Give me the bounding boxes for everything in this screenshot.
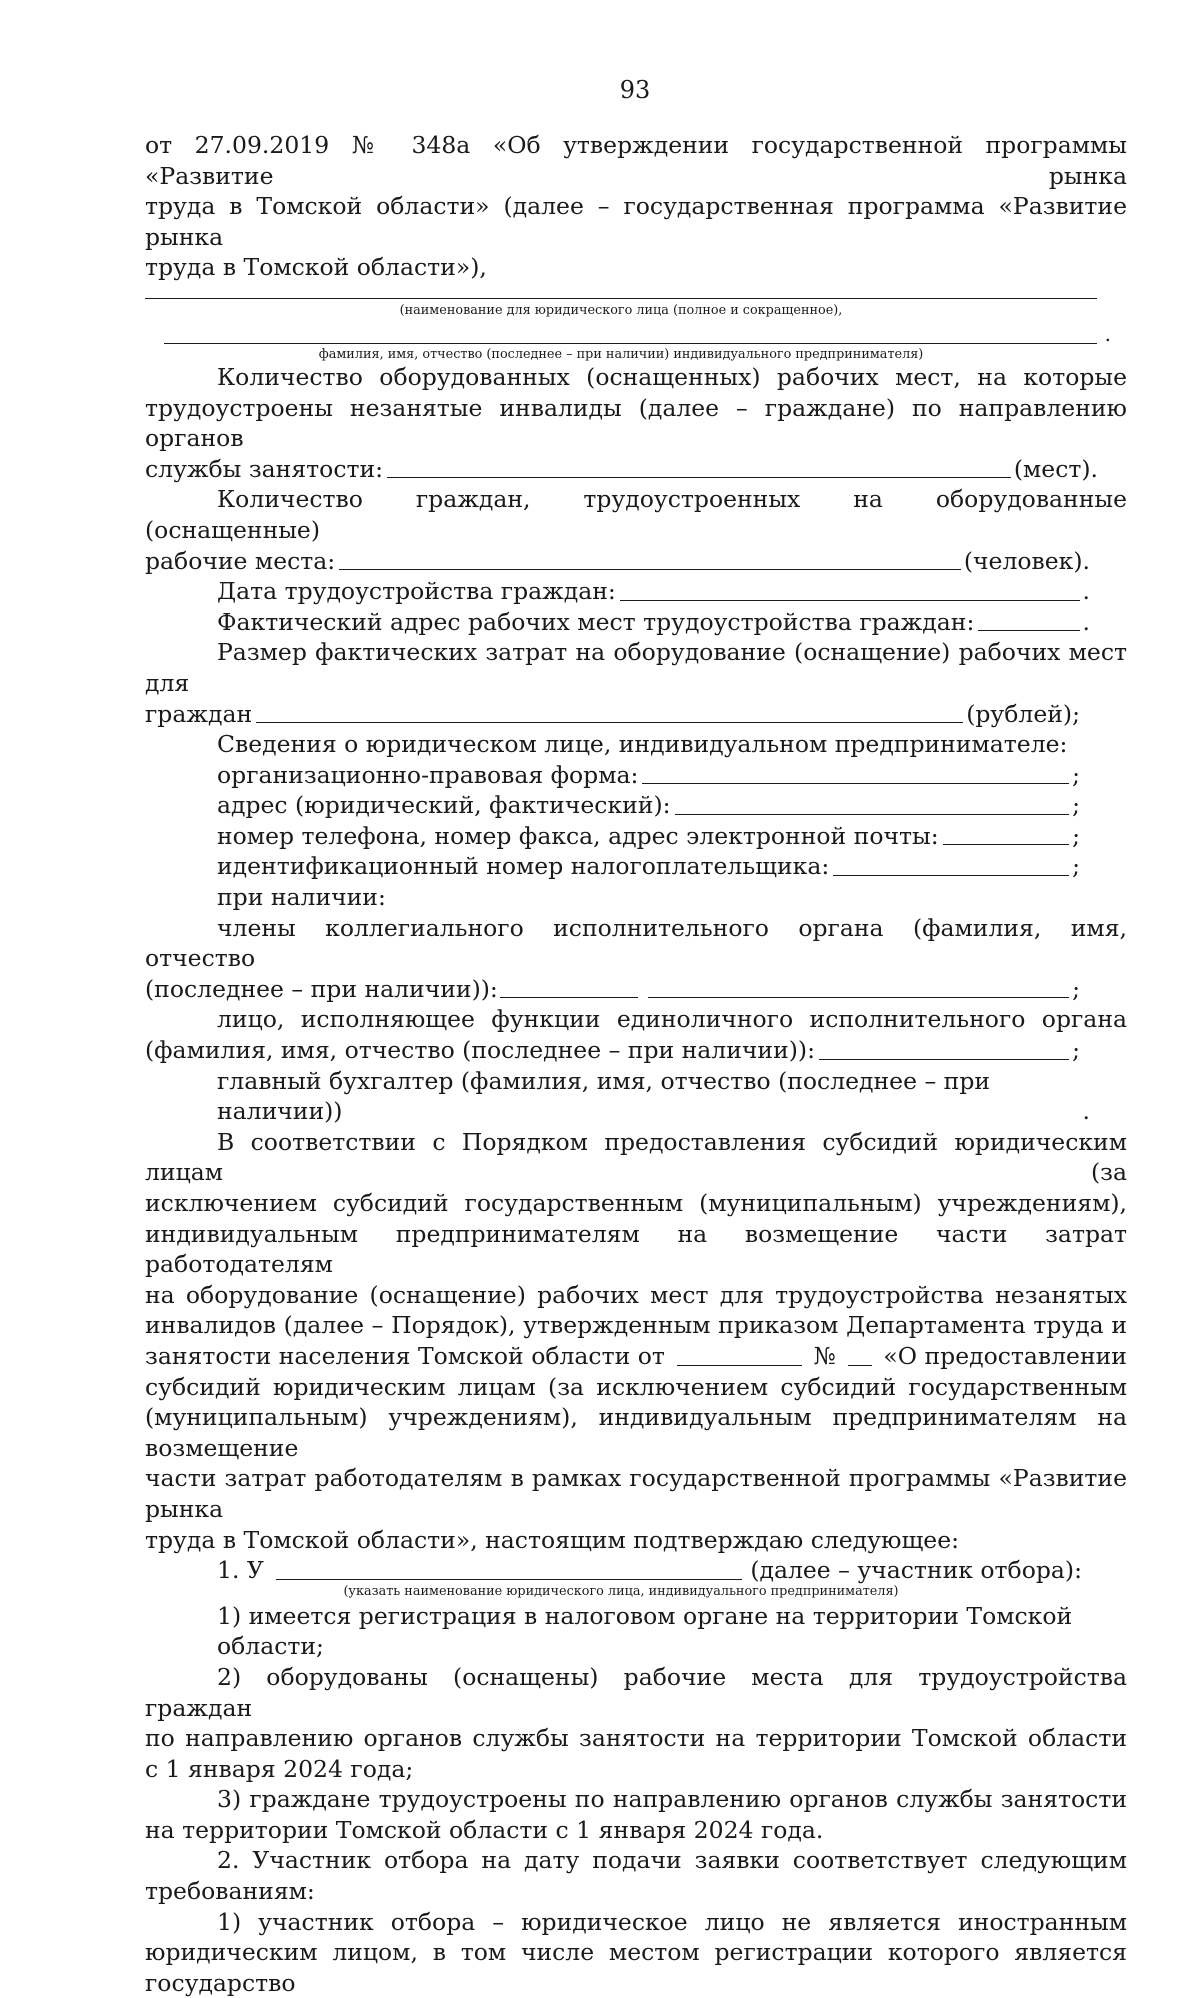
legal-form-field[interactable] bbox=[642, 762, 1069, 784]
order-line: на оборудование (оснащение) рабочих мест для трудоустройства незанятых bbox=[145, 1280, 1127, 1309]
intro-line: от 27.09.2019 № 348а «Об утверждении государственной программы «Развитие рынка bbox=[145, 131, 1127, 190]
jobs-count-line: Количество оборудованных (оснащенных) рабочих мест, на которые bbox=[217, 362, 1127, 391]
jobs-count-row bbox=[145, 454, 1098, 485]
executive-line: лицо, исполняющее функции единоличного исполнительного органа bbox=[217, 1005, 1127, 1034]
inn-row bbox=[145, 851, 1080, 882]
order-date-field[interactable] bbox=[677, 1344, 802, 1366]
board-label: (последнее – при наличии)): bbox=[145, 974, 498, 1003]
jobs-count-field[interactable] bbox=[387, 456, 1011, 478]
work-address-label: Фактический адрес рабочих мест трудоустройства граждан: bbox=[217, 607, 975, 636]
sub-item-3-line: на территории Томской области с 1 января 2024 года. bbox=[145, 1815, 824, 1844]
sub-item-3-line: 3) граждане трудоустроены по направлению органов службы занятости bbox=[217, 1785, 1127, 1814]
sub-item-2-line: по направлению органов службы занятости на территории Томской области bbox=[145, 1724, 1127, 1753]
item-2-line: требованиям: bbox=[145, 1877, 315, 1906]
requirement-1-line: 1) участник отбора – юридическое лицо не является иностранным bbox=[217, 1907, 1127, 1936]
accountant-row bbox=[145, 1066, 1090, 1127]
legal-entity-name-field[interactable] bbox=[145, 283, 1127, 298]
legal-form-label: организационно-правовая форма: bbox=[217, 760, 639, 789]
requirement-1-line: юридическим лицом, в том числе местом регистрации которого является государство bbox=[145, 1938, 1127, 1997]
order-line: В соответствии с Порядком предоставления субсидий юридическим лицам (за bbox=[145, 1127, 1127, 1187]
item-2-line: 2. Участник отбора на дату подачи заявки соответствует следующим bbox=[217, 1846, 1127, 1875]
legal-address-label: адрес (юридический, фактический): bbox=[217, 791, 671, 820]
executive-row bbox=[145, 1035, 1080, 1066]
costs-row bbox=[145, 699, 1080, 730]
costs-field[interactable] bbox=[256, 701, 963, 723]
costs-unit: (рублей); bbox=[966, 699, 1080, 728]
punctuation: ; bbox=[1072, 821, 1080, 850]
inn-field[interactable] bbox=[833, 854, 1069, 876]
order-date-row bbox=[145, 1341, 1127, 1372]
info-heading: Сведения о юридическом лице, индивидуальном предпринимателе: bbox=[217, 730, 1068, 759]
sub-item-2-line: с 1 января 2024 года; bbox=[145, 1754, 414, 1783]
board-field-short[interactable] bbox=[500, 976, 638, 998]
order-line: (муниципальным) учреждениям), индивидуальным предпринимателям на возмещение bbox=[145, 1403, 1127, 1462]
participant-caption: (указать наименование юридического лица, индивидуального предпринимателя) bbox=[343, 1583, 899, 1599]
intro-line: труда в Томской области» (далее – государственная программа «Развитие рынка bbox=[145, 192, 1127, 251]
punctuation: ; bbox=[1072, 852, 1080, 881]
punctuation: . bbox=[1082, 607, 1090, 636]
work-address-field[interactable] bbox=[978, 609, 1079, 631]
sub-item-1: 1) имеется регистрация в налоговом органе на территории Томской области; bbox=[217, 1601, 1073, 1661]
executive-label: (фамилия, имя, отчество (последнее – при наличии)): bbox=[145, 1036, 816, 1065]
legal-address-field[interactable] bbox=[675, 793, 1070, 815]
contacts-field[interactable] bbox=[943, 823, 1069, 845]
page-number: 93 bbox=[619, 76, 651, 104]
inn-label: идентификационный номер налогоплательщика: bbox=[217, 852, 830, 881]
order-line: части затрат работодателям в рамках государственной программы «Развитие рынка bbox=[145, 1464, 1127, 1523]
citizens-count-row bbox=[145, 546, 1090, 577]
jobs-count-unit: (мест). bbox=[1013, 454, 1098, 483]
punctuation: . bbox=[1082, 577, 1090, 606]
entrepreneur-name-field[interactable] bbox=[145, 318, 1111, 347]
jobs-count-line: трудоустроены незанятые инвалиды (далее – граждане) по направлению органов bbox=[145, 393, 1127, 453]
punctuation: . bbox=[1082, 1097, 1090, 1126]
employment-date-label: Дата трудоустройства граждан: bbox=[217, 577, 616, 606]
participant-row bbox=[145, 1555, 1082, 1586]
order-line: «О предоставлении bbox=[883, 1341, 1127, 1370]
order-line: исключением субсидий государственным (муниципальным) учреждениям), bbox=[145, 1189, 1127, 1217]
contacts-label: номер телефона, номер факса, адрес электронной почты: bbox=[217, 821, 939, 850]
jobs-count-label: службы занятости: bbox=[145, 454, 384, 483]
document-body bbox=[145, 130, 1127, 1998]
citizens-count-unit: (человек). bbox=[963, 546, 1090, 575]
employment-date-row bbox=[145, 576, 1090, 607]
order-line: индивидуальным предпринимателям на возмещение части затрат работодателям bbox=[145, 1219, 1127, 1279]
legal-entity-caption: (наименование для юридического лица (полное и сокращенное), bbox=[399, 302, 843, 318]
legal-form-row bbox=[145, 760, 1080, 791]
entrepreneur-field-dot: . bbox=[1104, 322, 1111, 347]
punctuation: ; bbox=[1072, 974, 1080, 1003]
sub-item-2-line: 2) оборудованы (оснащены) рабочие места для трудоустройства граждан bbox=[145, 1662, 1127, 1722]
board-line: члены коллегиального исполнительного органа (фамилия, имя, отчество bbox=[145, 913, 1127, 973]
order-line: труда в Томской области», настоящим подтверждаю следующее: bbox=[145, 1525, 960, 1554]
punctuation: ; bbox=[1072, 760, 1080, 789]
legal-address-row bbox=[145, 790, 1080, 821]
order-number-field[interactable] bbox=[848, 1344, 872, 1366]
participant-prefix: 1. У bbox=[217, 1556, 264, 1585]
number-sign: № bbox=[813, 1341, 836, 1370]
entrepreneur-name-line bbox=[164, 343, 1097, 344]
order-line: занятости населения Томской области от bbox=[145, 1341, 665, 1370]
if-available-label: при наличии: bbox=[217, 883, 386, 912]
board-field-long[interactable] bbox=[648, 976, 1069, 998]
employment-date-field[interactable] bbox=[620, 579, 1080, 601]
citizens-count-label: рабочие места: bbox=[145, 546, 336, 575]
work-address-row bbox=[145, 607, 1090, 638]
order-line: инвалидов (далее – Порядок), утвержденным приказом Департамента труда и bbox=[145, 1311, 1127, 1340]
order-line: субсидий юридическим лицам (за исключением субсидий государственным bbox=[145, 1372, 1127, 1401]
participant-name-field[interactable] bbox=[276, 1558, 742, 1580]
intro-line: труда в Томской области»), bbox=[145, 253, 487, 282]
citizens-count-field[interactable] bbox=[339, 548, 961, 570]
board-row bbox=[145, 974, 1080, 1005]
costs-line: Размер фактических затрат на оборудование (оснащение) рабочих мест для bbox=[145, 638, 1127, 697]
contacts-row bbox=[145, 821, 1080, 852]
costs-label: граждан bbox=[145, 699, 253, 728]
entrepreneur-caption: фамилия, имя, отчество (последнее – при наличии) индивидуального предпринимателя) bbox=[318, 346, 924, 362]
participant-suffix: (далее – участник отбора): bbox=[750, 1556, 1082, 1585]
legal-entity-name-line bbox=[145, 298, 1097, 299]
punctuation: ; bbox=[1072, 791, 1080, 820]
executive-field[interactable] bbox=[819, 1038, 1069, 1060]
punctuation: ; bbox=[1072, 1036, 1080, 1065]
citizens-count-line: Количество граждан, трудоустроенных на оборудованные (оснащенные) bbox=[145, 485, 1127, 544]
accountant-label: главный бухгалтер (фамилия, имя, отчество (последнее – при наличии)) bbox=[217, 1066, 991, 1126]
